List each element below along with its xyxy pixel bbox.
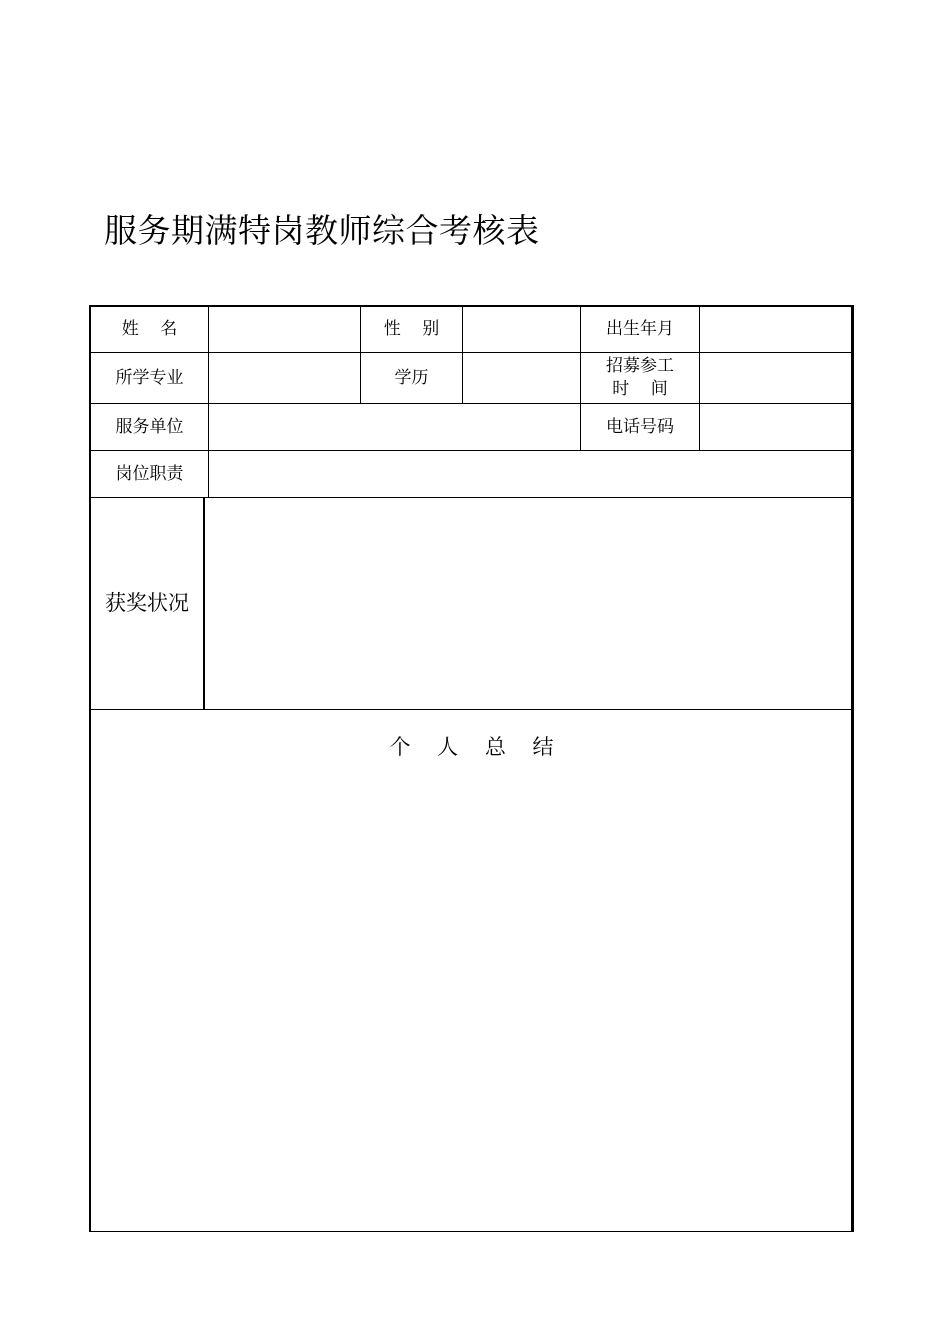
recruitment-time-field[interactable] [700, 353, 851, 403]
major-field[interactable] [209, 353, 360, 403]
birth-date-field[interactable] [700, 307, 851, 352]
page-title: 服务期满特岗教师综合考核表 [104, 211, 540, 250]
phone-label: 电话号码 [606, 416, 674, 437]
personal-summary-heading: 个 人 总 结 [389, 735, 554, 759]
gender-field[interactable] [463, 307, 580, 352]
service-unit-field[interactable] [209, 404, 580, 450]
duty-field[interactable] [209, 451, 851, 497]
education-field[interactable] [463, 353, 580, 403]
service-unit-label: 服务单位 [115, 416, 184, 437]
personal-summary-field[interactable] [91, 770, 851, 1230]
row-divider [91, 709, 851, 710]
awards-label: 获奖状况 [105, 591, 189, 615]
name-label: 姓 名 [121, 319, 178, 339]
duty-label: 岗位职责 [115, 463, 184, 484]
awards-field[interactable] [205, 498, 851, 709]
birth-date-label: 出生年月 [606, 319, 674, 339]
education-label: 学历 [394, 367, 429, 388]
phone-field[interactable] [700, 404, 851, 450]
major-label: 所学专业 [115, 367, 184, 388]
recruitment-time-label: 招募参工 时 间 [606, 356, 674, 399]
name-field[interactable] [209, 307, 360, 352]
gender-label: 性 别 [383, 319, 440, 339]
